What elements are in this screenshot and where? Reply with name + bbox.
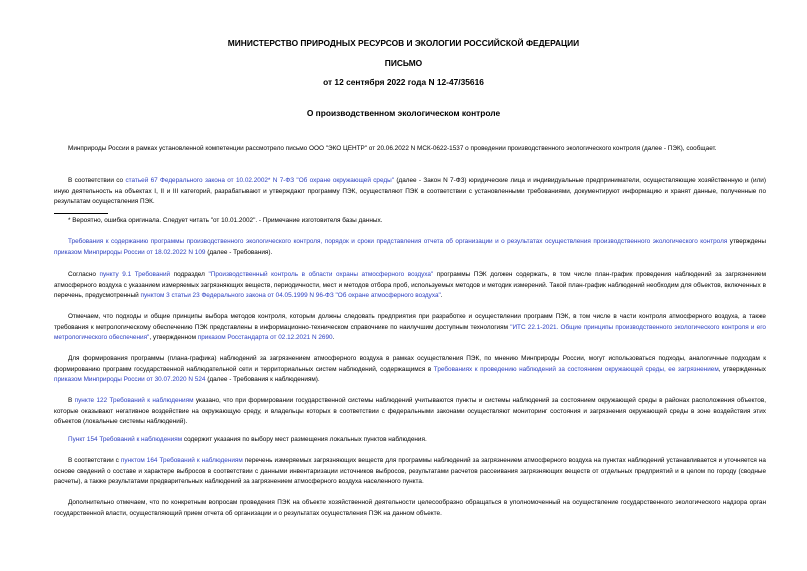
link-order-109[interactable]: приказом Минприроды России от 18.02.2022 N 109 xyxy=(54,248,206,256)
link-clause-122[interactable]: пункте 122 Требований к наблюдениям xyxy=(74,397,194,404)
paragraph-1: Минприроды России в рамках установленной компетенции рассмотрело письмо ООО "ЭКО ЦЕНТР" от 20.06.2022 N МСК-0622-1537 о проведении производственного экологического контроля (далее - ПЭК), сообщает. xyxy=(68,145,717,152)
link-requirements-pek[interactable]: Требования к содержанию программы производственного экологического контроля, порядок и сроки представления отчета об организации и о результатах осуществления производственного экологического контроля xyxy=(68,238,728,245)
link-its-22-1-2021[interactable]: "ИТС 22.1-2021. Общие принципы производственного экологического контроля и его метрологического обеспечения" xyxy=(54,323,766,342)
link-clause-9-1[interactable]: пункту 9.1 Требований xyxy=(99,271,171,278)
footnote-divider xyxy=(54,213,108,214)
link-rosstandart-order[interactable]: приказом Росстандарта от 02.12.2021 N 2690 xyxy=(197,334,333,342)
document-type: ПИСЬМО xyxy=(384,58,423,68)
paragraph-7: В пункте 122 Требований к наблюдениям указано, что при формировании государственной системы наблюдений учитываются пункты и системы наблюдений за состоянием окружающей среды в районах расположения объектов, которые оказывают негативное воздействие на окружающую среду, и владельцы которых в соответствии с федеральными законами осуществляют мониторинг состояния и загрязнения окружающей среды в зоне воздействия этих объектов (локальные системы наблюдений). xyxy=(54,397,766,426)
link-clause-154[interactable]: Пункт 154 Требований к наблюдениям xyxy=(68,436,183,443)
document-date-number: от 12 сентября 2022 года N 12-47/35616 xyxy=(323,77,484,87)
link-subsection-air[interactable]: "Производственный контроль в области охраны атмосферного воздуха" xyxy=(208,271,434,278)
link-article-23-96fz[interactable]: пунктом 3 статьи 23 Федерального закона от 04.05.1999 N 96-ФЗ "Об охране атмосферного воздуха" xyxy=(140,292,441,300)
paragraph-5: Отмечаем, что подходы и общие принципы выбора методов контроля, которым должны следовать предприятия при разработке и осуществлении программ ПЭК, в том числе в части контроля атмосферного воздуха, а также требования к метрологическому обеспечению ПЭК представлены в информационно-техническом справочнике по наилучшим доступным технологиям "ИТС 22.1-2021. Общие принципы производственного экологического контроля и его метрологического обеспечения", утвержденном приказом Росстандарта от 02.12.2021 N 2690. xyxy=(54,313,766,342)
paragraph-2: В соответствии со статьей 67 Федерального закона от 10.02.2002* N 7-ФЗ "Об охране окружающей среды" (далее - Закон N 7-ФЗ) юридические лица и индивидуальные предприниматели, осуществляющие хозяйственную и (или) иную деятельность на объектах I, II и III категорий, разрабатывают и утверждают программу ПЭК, осуществляют ПЭК в соответствии с установленными требованиями, документируют информацию и хранят данные, полученные по результатам осуществления ПЭК. xyxy=(54,177,767,206)
paragraph-6: Для формирования программы (плана-графика) наблюдений за загрязнением атмосферного воздуха в рамках осуществления ПЭК, по мнению Минприроды России, могут использоваться подходы, аналогичные подходам к формированию программ государственной наблюдательной сети и территориальных систем наблюдений, содержащимся в Требованиях к проведению наблюдений за состоянием окружающей среды, ее загрязнением, утвержденных приказом Минприроды России от 30.07.2020 N 524 (далее - Требования к наблюдениям). xyxy=(54,355,767,384)
paragraph-10: Дополнительно отмечаем, что по конкретным вопросам проведения ПЭК на объекте хозяйственной деятельности целесообразно обращаться в уполномоченный на осуществление государственного экологического надзора орган государственной власти, осуществляющий прием отчета об организации и о результатах осуществления ПЭК на данном объекте. xyxy=(54,499,766,517)
paragraph-3: Требования к содержанию программы производственного экологического контроля, порядок и сроки представления отчета об организации и о результатах осуществления производственного экологического контроля утверждены приказом Минприроды России от 18.02.2022 N 109 (далее - Требования). xyxy=(54,238,766,256)
paragraph-9: В соответствии с пунктом 164 Требований к наблюдениям перечень измеряемых загрязняющих веществ для программы наблюдений за загрязнением атмосферного воздуха на пунктах наблюдений устанавливается и уточняется на основе сведений о составе и характере выбросов в соответствии с данными инвентаризации источников выбросов, результатами расчетов рассеивания загрязняющих веществ от отдельных предприятий и в целом по городу (сводные расчеты), а также результатами предварительных наблюдений за загрязнением атмосферного воздуха населенного пункта. xyxy=(54,457,766,486)
paragraph-8: Пункт 154 Требований к наблюдениям содержит указания по выбору мест размещения локальных пунктов наблюдения. xyxy=(68,436,427,443)
paragraph-4: Согласно пункту 9.1 Требований подраздел "Производственный контроль в области охраны атмосферного воздуха" программы ПЭК должен содержать, в том числе план-график проведения наблюдений за загрязнением атмосферного воздуха с указанием измеряемых загрязняющих веществ, периодичности, мест и методов отбора проб, используемых методов и методик измерений. Такой план-график наблюдений необходим для объектов, включенных в перечень, предусмотренный пунктом 3 статьи 23 Федерального закона от 04.05.1999 N 96-ФЗ "Об охране атмосферного воздуха". xyxy=(54,271,767,300)
link-clause-164[interactable]: пунктом 164 Требований к наблюдениям xyxy=(120,457,243,464)
link-order-524[interactable]: приказом Минприроды России от 30.07.2020 N 524 xyxy=(54,376,206,384)
link-observation-requirements[interactable]: Требованиях к проведению наблюдений за состоянием окружающей среды, ее загрязнением xyxy=(433,365,719,373)
ministry-heading: МИНИСТЕРСТВО ПРИРОДНЫХ РЕСУРСОВ И ЭКОЛОГИИ РОССИЙСКОЙ ФЕДЕРАЦИИ xyxy=(227,38,580,48)
document-subject: О производственном экологическом контроле xyxy=(306,108,501,118)
footnote: * Вероятно, ошибка оригинала. Следует читать "от 10.01.2002". - Примечание изготовителя базы данных. xyxy=(68,217,383,224)
link-article-67[interactable]: статьей 67 Федерального закона от 10.02.2002* N 7-ФЗ "Об охране окружающей среды" xyxy=(125,177,394,184)
